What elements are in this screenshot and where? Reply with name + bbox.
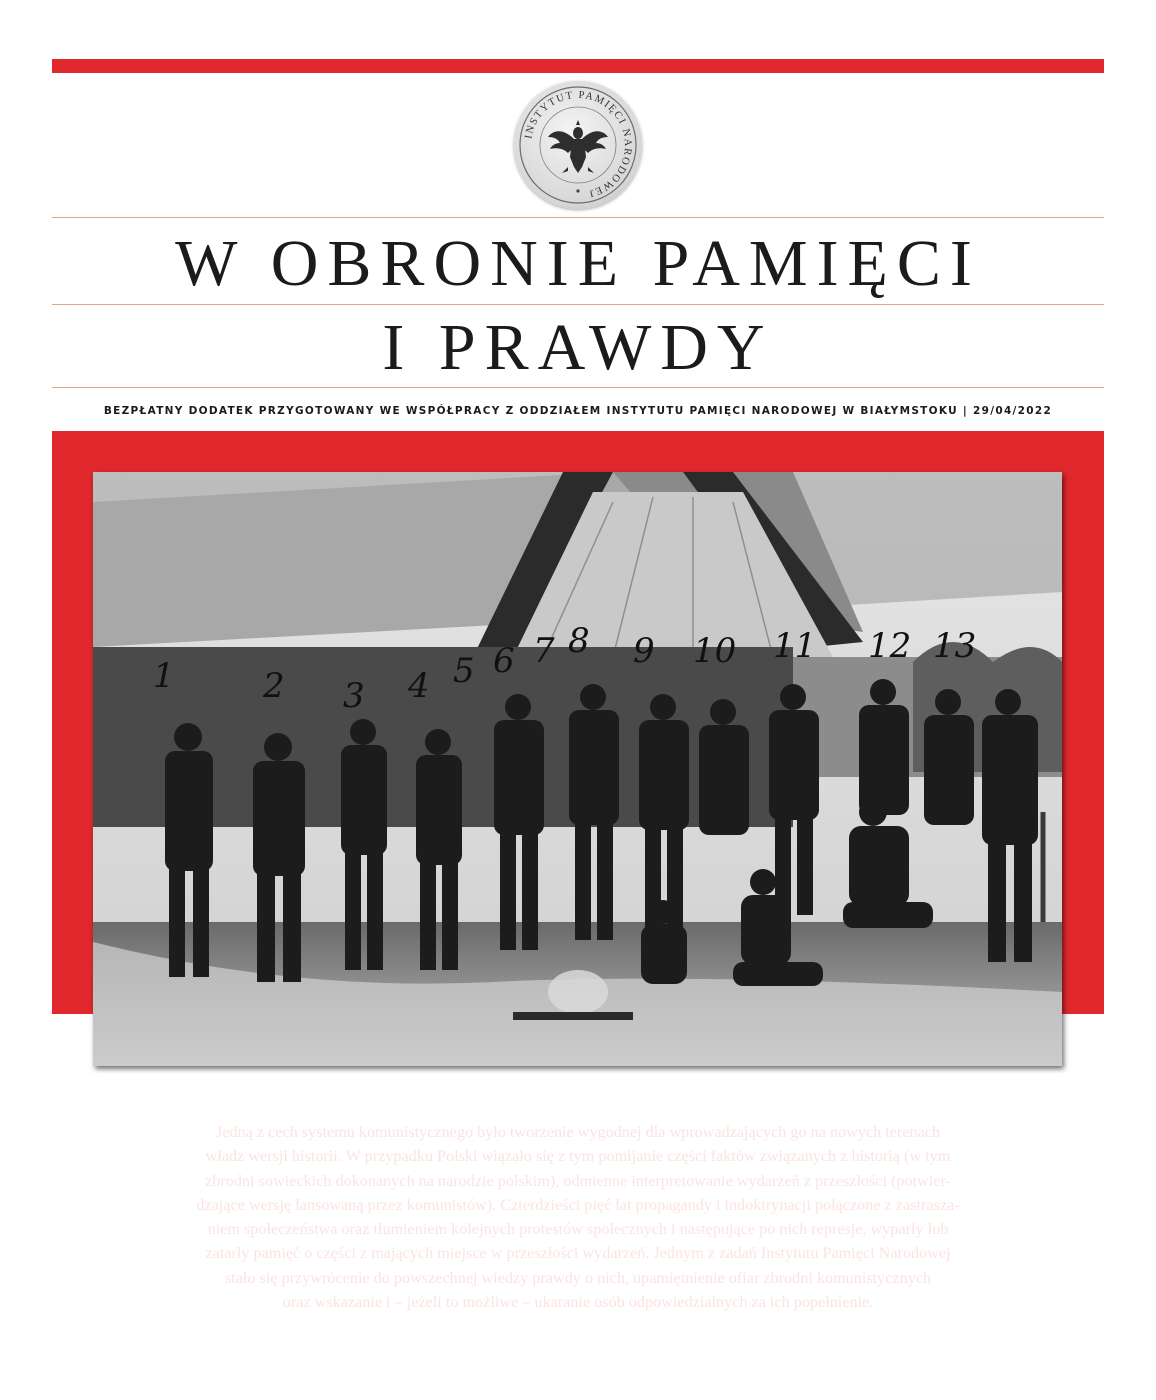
- photo-caption: Żołnierze 3 drużyny 6 Brygady Wileńskiej, Podlasie, wiosna–lato 1946 r., AIPN Bi, 0062/591: [331, 1078, 825, 1090]
- ipn-seal-logo: [514, 81, 642, 209]
- photo-annotation: 11: [773, 626, 817, 666]
- photo-annotation: 10: [693, 631, 737, 671]
- rule-bottom: [52, 387, 1104, 388]
- paragraph-line: Jedną z cech systemu komunistycznego było tworzenie wygodnej dla wprowadzających go na nowych terenach: [215, 1123, 941, 1141]
- photo-annotation: 9: [633, 631, 655, 671]
- photo-annotation: 5: [453, 651, 475, 691]
- photo-annotation: 4: [408, 666, 430, 706]
- photo-annotation: 13: [933, 626, 977, 666]
- supplement-subtitle: BEZPŁATNY DODATEK PRZYGOTOWANY WE WSPÓŁPRACY Z ODDZIAŁEM INSTYTUTU PAMIĘCI NARODOWEJ W BIAŁYMSTOKU | 29/04/2022: [103, 405, 1053, 417]
- svg-text:INSTYTUT PAMIĘCI NARODOWEJ: INSTYTUT PAMIĘCI NARODOWEJ: [523, 89, 634, 199]
- photo-annotation: 8: [568, 621, 590, 661]
- photo-annotation: 2: [263, 666, 285, 706]
- paragraph-line: stało się przywrócenie do powszechnej wiedzy prawdy o nich, upamiętnienie ofiar zbrodni komunistycznych: [224, 1268, 932, 1287]
- paragraph-line: niem społeczeństwa oraz tłumieniem kolejnych protestów społecznych i następujące po nich represje, wyparły lub: [207, 1220, 949, 1239]
- rule-top: [52, 217, 1104, 218]
- paragraph-line: zatarły pamięć o części z mających miejsce w przeszłości wydarzeń. Jednym z zadań Instytutu Pamięci Narodowej: [205, 1244, 951, 1263]
- intro-paragraph: [130, 1120, 1026, 1314]
- headline-line-2: I PRAWDY: [382, 311, 774, 384]
- archival-photo: [93, 472, 1062, 1066]
- paragraph-line: oraz wskazanie i – jeżeli to możliwe – ukaranie osób odpowiedzialnych za ich popełnienie.: [282, 1293, 874, 1312]
- photo-annotation: 12: [868, 626, 912, 666]
- photo-annotation: 1: [153, 656, 175, 696]
- top-red-bar: [52, 59, 1104, 73]
- photo-annotation: 7: [533, 631, 555, 671]
- photo-annotation: 3: [343, 676, 365, 716]
- headline-line-1: W OBRONIE PAMIĘCI: [175, 227, 981, 300]
- paragraph-line: władz wersji historii. W przypadku Polski wiązało się z tym pomijanie części faktów związanych z historią (w tym: [205, 1147, 951, 1166]
- eagle-emblem-icon: [514, 81, 642, 209]
- paragraph-line: zbrodni sowieckich dokonanych na narodzie polskim), odmienne interpretowanie wydarzeń z przeszłości (potwier-: [205, 1171, 951, 1190]
- photo-annotation: 6: [493, 641, 515, 681]
- rule-middle: [52, 304, 1104, 305]
- paragraph-line: dzające wersję lansowaną przez komunistów). Czterdzieści pięć lat propagandy i indoktrynacji połączone z zastrasza-: [196, 1195, 960, 1214]
